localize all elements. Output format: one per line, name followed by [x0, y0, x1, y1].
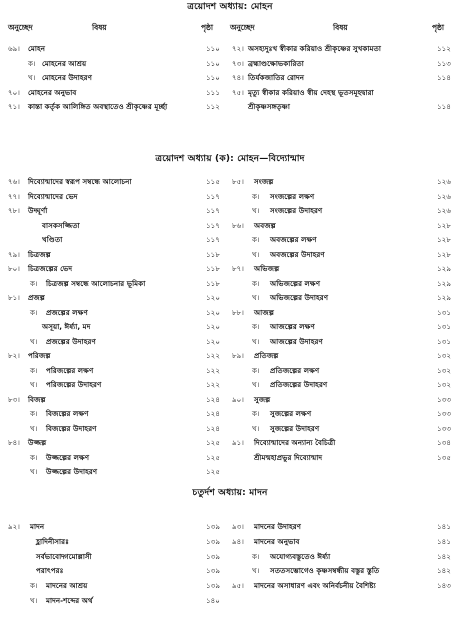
- toc-entry-page: ১১৮: [206, 249, 220, 259]
- toc-entry-page: ১৪২: [436, 551, 451, 561]
- toc-entry-page: ১২৮: [436, 235, 451, 244]
- toc-entry-number: ক।: [30, 278, 38, 288]
- toc-entry-title[interactable]: সর্বভাবোদ্গমোল্লাসী: [36, 551, 92, 561]
- toc-entry-page: ১১৮: [206, 278, 220, 288]
- toc-entry-title[interactable]: মৃত্যু স্বীকার করিয়াও স্বীয় দেহস্থ ভূতসমূহদ্বারা: [248, 87, 374, 97]
- chapter-14-heading: চতুর্দশ অধ্যায়: মাদন: [192, 488, 268, 498]
- toc-entry-title[interactable]: দিব্যোন্মাদের অন্যান্য বৈচিত্রী: [254, 438, 336, 447]
- toc-entry-number: ৭২।: [232, 44, 244, 53]
- toc-entry-number: ক।: [252, 365, 260, 375]
- toc-entry-page: ১২৮: [436, 249, 451, 259]
- toc-entry-page: ১২৬: [436, 206, 451, 215]
- toc-entry-number: ৮৫।: [232, 177, 244, 186]
- toc-entry-title[interactable]: প্রজল্পের উদাহরণ: [46, 336, 96, 346]
- toc-entry-title[interactable]: সততসম্ভোগেও কৃষ্ণসম্বন্ধীয় বস্তুর স্তুতি: [270, 566, 380, 576]
- toc-entry-title[interactable]: সংজল্পের লক্ষণ: [270, 191, 315, 201]
- toc-entry-title[interactable]: খণ্ডিতা: [42, 235, 63, 244]
- toc-entry-title[interactable]: ব্রহ্মাণ্ডক্ষোভকারিতা: [248, 58, 304, 68]
- col-header-left-number: অনুচ্ছেদ: [8, 23, 33, 32]
- toc-entry-title[interactable]: প্রতিজল্পের লক্ষণ: [270, 365, 320, 375]
- toc-entry-page: ১২৯: [436, 264, 451, 273]
- toc-entry-number: ৮০।: [8, 264, 20, 273]
- toc-entry-title[interactable]: সুজল্পের লক্ষণ: [270, 409, 312, 418]
- toc-entry-title[interactable]: আজল্প: [254, 307, 274, 317]
- toc-entry-number: ক।: [252, 278, 260, 288]
- toc-entry-title[interactable]: বিজল্পের লক্ষণ: [46, 409, 89, 418]
- toc-entry-number: ৮২।: [8, 351, 20, 360]
- toc-entry-page: ১৩২: [436, 365, 451, 375]
- toc-entry-title[interactable]: উজ্জল্প: [28, 438, 47, 447]
- toc-entry-title[interactable]: অবজল্পের উদাহরণ: [270, 249, 325, 259]
- toc-entry-title[interactable]: মাদন-শব্দের অর্থ: [46, 596, 93, 605]
- toc-entry-number: ৭৩।: [232, 58, 244, 68]
- toc-entry-number: খ।: [252, 249, 260, 259]
- toc-entry-number: ক।: [30, 581, 38, 591]
- toc-entry-title[interactable]: কান্তা কর্তৃক আলিঙ্গিত অবস্থাতেও শ্রীকৃষ্ণের মূর্চ্ছা: [28, 102, 168, 112]
- chapter-13k-heading: ত্রয়োদশ অধ্যায় (ক): মোহন—বিদ্যোন্মাদ: [155, 154, 305, 164]
- toc-entry-title[interactable]: পরিজল্পের লক্ষণ: [46, 365, 94, 375]
- toc-entry-title[interactable]: মোহন: [28, 44, 46, 53]
- toc-entry-number: ক।: [252, 409, 260, 418]
- toc-entry-page: ১১০: [205, 58, 220, 68]
- toc-entry-number: ক।: [252, 322, 260, 331]
- toc-entry-page: ১৩৯: [205, 581, 220, 591]
- toc-entry-title[interactable]: অভিজল্পের উদাহরণ: [270, 293, 329, 302]
- toc-entry-title[interactable]: অভিজল্প: [254, 264, 280, 273]
- toc-entry-number: ৬৯।: [8, 44, 20, 53]
- toc-entry-title[interactable]: দিব্যোন্মাদের ভেদ: [28, 191, 78, 201]
- toc-entry-page: ১৪১: [437, 522, 451, 531]
- toc-entry-page: ১২৪: [205, 409, 220, 418]
- toc-entry-page: ১২০: [205, 322, 220, 331]
- col-header-left-topic: বিষয়: [92, 23, 107, 32]
- toc-entry-title[interactable]: মাদনের অনুভাব: [254, 536, 300, 546]
- toc-entry-title[interactable]: শ্রীকৃষ্ণসঙ্গতৃষ্ণা: [248, 102, 290, 112]
- toc-entry-page: ১৩৪: [436, 438, 451, 447]
- toc-entry-page: ১৪৩: [436, 581, 451, 591]
- toc-entry-page: ১২৫: [205, 467, 220, 476]
- toc-entry-title[interactable]: মাদনের আশ্রয়: [46, 581, 88, 591]
- toc-entry-number: ৮৮।: [232, 307, 244, 317]
- toc-entry-number: ৮৩।: [8, 394, 20, 404]
- toc-entry-title[interactable]: অযোগ্যবস্তুতেও ঈর্ষ্যা: [270, 551, 331, 561]
- toc-entry-page: ১১৫: [206, 177, 220, 186]
- toc-entry-number: ৯১।: [232, 438, 244, 447]
- toc-entry-page: ১২৯: [436, 293, 451, 302]
- toc-entry-number: ক।: [252, 191, 260, 201]
- toc-entry-page: ১৩৯: [205, 522, 220, 531]
- col-header-left-page: পৃষ্ঠা: [201, 23, 213, 32]
- toc-entry-title[interactable]: তির্যকজাতির রোদন: [248, 73, 305, 83]
- toc-entry-number: ৭৪।: [232, 73, 244, 83]
- toc-entry-number: খ।: [30, 380, 38, 389]
- toc-entry-title[interactable]: প্রজল্প: [28, 293, 45, 302]
- toc-entry-title[interactable]: সুজল্পের উদাহরণ: [270, 423, 320, 433]
- toc-entry-title[interactable]: পরাৎপরঃ: [36, 566, 64, 576]
- toc-entry-title[interactable]: সংজল্পের উদাহরণ: [270, 206, 323, 215]
- toc-entry-page: ১২২: [205, 380, 220, 389]
- toc-entry-number: ৯৩।: [232, 522, 244, 531]
- toc-entry-title[interactable]: অভিজল্পের লক্ষণ: [270, 278, 321, 288]
- toc-entry-number: ৭৮।: [8, 206, 20, 215]
- toc-entry-page: ১১৭: [205, 191, 220, 201]
- toc-entry-title[interactable]: আজল্পের লক্ষণ: [270, 322, 315, 331]
- toc-entry-page: ১২৪: [205, 394, 220, 404]
- toc-entry-title[interactable]: হ্লাদিনীসারঃ: [36, 536, 69, 546]
- toc-entry-page: ১৩৩: [436, 423, 451, 433]
- toc-entry-page: ১১৪: [437, 73, 451, 83]
- toc-entry-number: ক।: [30, 365, 38, 375]
- toc-entry-title[interactable]: চিত্রজল্প: [28, 249, 51, 259]
- toc-entry-number: ৭৫।: [232, 87, 244, 97]
- toc-entry-page: ১৩৯: [205, 536, 220, 546]
- toc-entry-number: খ।: [252, 380, 260, 389]
- toc-entry-page: ১২২: [205, 365, 220, 375]
- toc-entry-page: ১২০: [205, 307, 220, 317]
- toc-entry-page: ১৪১: [437, 536, 451, 546]
- toc-entry-title[interactable]: অবজল্পের লক্ষণ: [270, 235, 317, 244]
- toc-entry-number: খ।: [30, 596, 38, 605]
- toc-entry-title[interactable]: চিত্রজল্প সম্বন্ধে আলোচনার ভূমিকা: [46, 278, 146, 288]
- toc-entry-page: ১৩৩: [436, 409, 451, 418]
- toc-entry-page: ১২৯: [436, 278, 451, 288]
- toc-entry-page: ১১৭: [205, 235, 220, 244]
- toc-entry-title[interactable]: প্রজল্পের লক্ষণ: [46, 307, 88, 317]
- toc-entry-page: ১৪০: [205, 596, 220, 605]
- toc-entry-title[interactable]: অবজল্প: [254, 220, 276, 230]
- toc-entry-title[interactable]: প্রতিজল্পের উদাহরণ: [270, 380, 328, 389]
- toc-entry-page: ১২৬: [436, 177, 451, 186]
- toc-entry-number: ৭০।: [8, 87, 20, 97]
- toc-entry-number: খ।: [30, 423, 38, 433]
- toc-entry-number: খ।: [252, 206, 260, 215]
- col-header-right-number: অনুচ্ছেদ: [230, 23, 255, 32]
- toc-entry-title[interactable]: পরিজল্পের উদাহরণ: [46, 380, 102, 389]
- toc-entry-page: ১১০: [205, 44, 220, 53]
- toc-entry-number: খ।: [30, 336, 38, 346]
- toc-entry-title[interactable]: চিত্রজল্পের ভেদ: [28, 264, 73, 273]
- toc-entry-page: ১১৭: [205, 220, 220, 230]
- toc-entry-page: ১১১: [206, 87, 220, 97]
- toc-entry-page: ১৩২: [436, 351, 451, 360]
- chapter-13-heading: ত্রয়োদশ অধ্যায়: মোহন: [187, 2, 273, 12]
- toc-entry-page: ১৩৩: [436, 394, 451, 404]
- toc-entry-number: ক।: [30, 452, 38, 462]
- toc-entry-page: ১৩১: [436, 336, 451, 346]
- toc-entry-title[interactable]: বিজল্প: [28, 394, 46, 404]
- toc-entry-title[interactable]: আজল্পের উদাহরণ: [270, 336, 323, 346]
- toc-entry-page: ১৩৯: [205, 566, 220, 576]
- toc-entry-number: খ।: [30, 467, 38, 476]
- toc-entry-page: ১২২: [205, 351, 220, 360]
- toc-entry-number: খ।: [252, 293, 260, 302]
- toc-entry-title[interactable]: মোহনের উদাহরণ: [42, 73, 92, 83]
- toc-entry-page: ১২৮: [436, 220, 451, 230]
- toc-entry-page: ১২০: [205, 293, 220, 302]
- toc-entry-title[interactable]: মাদন: [30, 522, 45, 531]
- toc-entry-title[interactable]: সংজল্প: [254, 177, 274, 186]
- toc-entry-title[interactable]: উজ্জল্পের উদাহরণ: [46, 467, 98, 476]
- toc-entry-title[interactable]: মাদনের অসাধারণ এবং অনির্বচনীয় বৈশিষ্ট্য: [254, 581, 376, 591]
- toc-entry-page: ১২৫: [205, 438, 220, 447]
- toc-entry-page: ১৩১: [436, 307, 451, 317]
- toc-entry-page: ১১৭: [205, 206, 220, 215]
- toc-entry-title[interactable]: প্রতিজল্প: [254, 351, 279, 360]
- toc-entry-title[interactable]: পরিজল্প: [28, 351, 51, 360]
- toc-entry-number: ৮৭।: [232, 264, 244, 273]
- col-header-right-page: পৃষ্ঠা: [432, 23, 444, 32]
- toc-entry-title[interactable]: মোহনের অনুভাব: [28, 87, 77, 97]
- toc-entry-number: ৯২।: [8, 522, 20, 531]
- toc-entry-number: খ।: [252, 566, 260, 576]
- toc-entry-number: ক।: [30, 307, 38, 317]
- toc-entry-number: ৮১।: [8, 293, 20, 302]
- toc-entry-number: ৮৬।: [232, 220, 244, 230]
- toc-entry-title[interactable]: বাসকসজ্জিতা: [42, 220, 80, 230]
- toc-entry-title[interactable]: মোহনের আশ্রয়: [42, 58, 87, 68]
- toc-entry-number: ক।: [252, 235, 260, 244]
- toc-entry-title[interactable]: মাদনের উদাহরণ: [254, 522, 302, 531]
- toc-entry-page: ১৩১: [436, 322, 451, 331]
- toc-entry-number: ক।: [28, 58, 36, 68]
- toc-entry-number: ৯৫।: [232, 581, 244, 591]
- toc-entry-number: খ।: [252, 423, 260, 433]
- col-header-right-topic: বিষয়: [333, 23, 348, 32]
- toc-entry-number: ৭১।: [8, 102, 20, 112]
- toc-entry-page: ১২০: [205, 336, 220, 346]
- toc-entry-page: ১৪২: [436, 566, 451, 576]
- toc-entry-title[interactable]: শ্রীমন্মহাপ্রভুর দিব্যোন্মাদ: [254, 452, 323, 462]
- toc-entry-page: ১২৫: [205, 452, 220, 462]
- toc-entry-number: ক।: [30, 409, 38, 418]
- toc-entry-page: ১১৩: [436, 58, 451, 68]
- toc-entry-number: ৭৭।: [8, 191, 20, 201]
- toc-entry-page: ১২৬: [436, 191, 451, 201]
- toc-entry-number: ৭৬।: [8, 177, 20, 186]
- toc-entry-page: ১১০: [205, 73, 220, 83]
- toc-entry-number: ৮৪।: [8, 438, 20, 447]
- toc-entry-page: ১১৮: [206, 264, 220, 273]
- toc-entry-page: ১৩৫: [436, 452, 451, 462]
- toc-entry-number: ৭৯।: [8, 249, 20, 259]
- toc-entry-title[interactable]: বিজল্পের উদাহরণ: [46, 423, 97, 433]
- toc-entry-title[interactable]: দিব্যোন্মাদের স্বরূপ সম্বন্ধে আলোচনা: [28, 177, 132, 186]
- toc-entry-number: ক।: [252, 551, 260, 561]
- toc-entry-page: ১১২: [436, 44, 451, 53]
- toc-entry-number: ৯৪।: [232, 536, 244, 546]
- toc-entry-number: ৮৯।: [232, 351, 244, 360]
- toc-entry-title[interactable]: সুজল্প: [254, 394, 271, 404]
- toc-entry-page: ১৩৯: [205, 551, 220, 561]
- toc-entry-page: ১১২: [205, 102, 220, 112]
- toc-entry-title[interactable]: অসহ্যদুঃখ স্বীকার করিয়াও শ্রীকৃষ্ণের সুখকামতা: [248, 44, 381, 53]
- toc-entry-number: ৯০।: [232, 394, 244, 404]
- toc-entry-title[interactable]: অসূয়া, ঈর্ষ্যা, মদ: [42, 322, 91, 331]
- toc-entry-number: খ।: [28, 73, 36, 83]
- toc-entry-title[interactable]: উজ্জল্পের লক্ষণ: [46, 452, 90, 462]
- toc-entry-number: খ।: [252, 336, 260, 346]
- toc-entry-page: ১১৪: [437, 102, 451, 112]
- toc-entry-page: ১৩২: [436, 380, 451, 389]
- toc-entry-title[interactable]: উদ্ঘূর্ণা: [28, 206, 48, 215]
- toc-entry-page: ১২৪: [205, 423, 220, 433]
